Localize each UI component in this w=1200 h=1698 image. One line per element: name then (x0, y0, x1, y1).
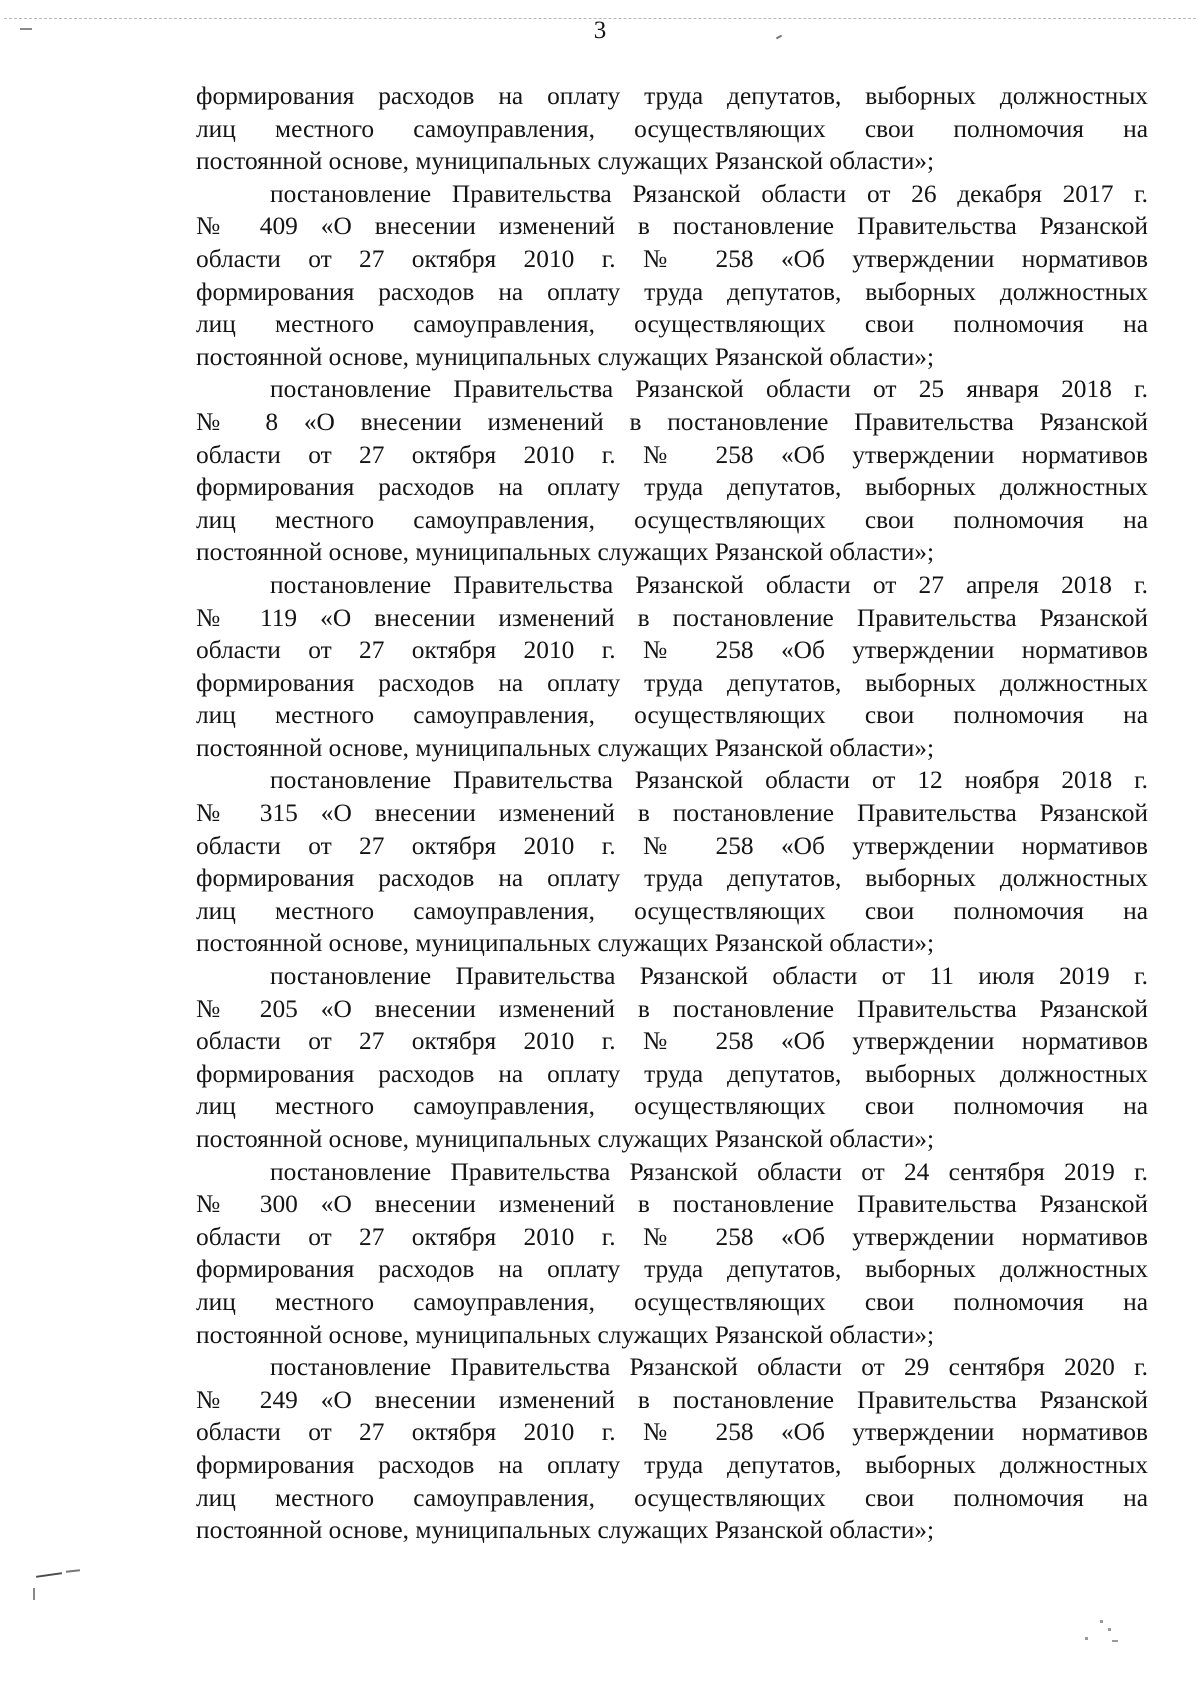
paragraph (196, 960, 1148, 1156)
paragraph (196, 569, 1148, 765)
text-line: постоянной основе, муниципальных служащих Рязанской области»; (196, 342, 935, 371)
text-line: области от 27 октября 2010 г. № 258 «Об утверждении нормативов (196, 244, 1148, 273)
document-body (196, 80, 1148, 1547)
text-line: постоянной основе, муниципальных служащих Рязанской области»; (196, 929, 935, 958)
text-line: формирования расходов на оплату труда депутатов, выборных должностных (196, 1059, 1148, 1088)
text-line: лиц местного самоуправления, осуществляющих свои полномочия на (196, 1287, 1148, 1316)
text-line: постоянной основе, муниципальных служащих Рязанской области»; (196, 733, 935, 762)
text-line: постановление Правительства Рязанской области от 29 сентября 2020 г. (270, 1353, 1148, 1382)
text-line: области от 27 октября 2010 г. № 258 «Об утверждении нормативов (196, 831, 1148, 860)
text-line: лиц местного самоуправления, осуществляющих свои полномочия на (196, 896, 1148, 925)
text-line: области от 27 октября 2010 г. № 258 «Об утверждении нормативов (196, 440, 1148, 469)
text-line: № 249 «О внесении изменений в постановление Правительства Рязанской (196, 1385, 1148, 1414)
text-line: области от 27 октября 2010 г. № 258 «Об утверждении нормативов (196, 1418, 1148, 1447)
text-line: постановление Правительства Рязанской области от 12 ноября 2018 г. (270, 766, 1148, 795)
text-line: постоянной основе, муниципальных служащих Рязанской области»; (196, 147, 935, 176)
scan-speck (1100, 1620, 1103, 1623)
text-line: лиц местного самоуправления, осуществляющих свои полномочия на (196, 701, 1148, 730)
text-line: постановление Правительства Рязанской области от 26 декабря 2017 г. (270, 179, 1148, 208)
text-line: формирования расходов на оплату труда депутатов, выборных должностных (196, 668, 1148, 697)
text-line: постоянной основе, муниципальных служащих Рязанской области»; (196, 1125, 935, 1153)
text-line: формирования расходов на оплату труда депутатов, выборных должностных (196, 277, 1148, 306)
text-line: формирования расходов на оплату труда депутатов, выборных должностных (196, 82, 1148, 110)
text-line: № 409 «О внесении изменений в постановление Правительства Рязанской (196, 212, 1148, 241)
text-line: № 119 «О внесении изменений в постановление Правительства Рязанской (196, 603, 1148, 632)
scan-speck (66, 1569, 80, 1572)
paragraph (196, 1156, 1148, 1352)
text-line: формирования расходов на оплату труда депутатов, выборных должностных (196, 1255, 1148, 1284)
text-line: постановление Правительства Рязанской области от 27 апреля 2018 г. (270, 570, 1148, 599)
text-line: постановление Правительства Рязанской области от 11 июля 2019 г. (270, 962, 1148, 991)
paragraph (196, 80, 1148, 178)
text-line: формирования расходов на оплату труда депутатов, выборных должностных (196, 864, 1148, 893)
scan-speck (36, 1572, 62, 1578)
text-line: № 315 «О внесении изменений в постановление Правительства Рязанской (196, 799, 1148, 828)
scan-speck (1108, 1628, 1111, 1631)
text-line: области от 27 октября 2010 г. № 258 «Об утверждении нормативов (196, 636, 1148, 665)
text-line: формирования расходов на оплату труда депутатов, выборных должностных (196, 473, 1148, 502)
text-line: лиц местного самоуправления, осуществляющих свои полномочия на (196, 1483, 1148, 1512)
text-line: постановление Правительства Рязанской области от 24 сентября 2019 г. (270, 1157, 1148, 1186)
scan-speck (1085, 1637, 1088, 1640)
text-line: формирования расходов на оплату труда депутатов, выборных должностных (196, 1450, 1148, 1479)
text-line: № 205 «О внесении изменений в постановление Правительства Рязанской (196, 994, 1148, 1023)
text-line: лиц местного самоуправления, осуществляющих свои полномочия на (196, 114, 1148, 143)
page-number: 3 (593, 17, 607, 44)
text-line: № 8 «О внесении изменений в постановление Правительства Рязанской (196, 407, 1148, 436)
text-line: лиц местного самоуправления, осуществляющих свои полномочия на (196, 1092, 1148, 1121)
paragraph (196, 178, 1148, 374)
text-line: лиц местного самоуправления, осуществляющих свои полномочия на (196, 310, 1148, 339)
scan-speck (33, 1588, 35, 1600)
scan-speck (1112, 1640, 1118, 1642)
text-line: области от 27 октября 2010 г. № 258 «Об утверждении нормативов (196, 1222, 1148, 1251)
text-line: постоянной основе, муниципальных служащих Рязанской области»; (196, 1516, 935, 1545)
text-line: № 300 «О внесении изменений в постановление Правительства Рязанской (196, 1190, 1148, 1219)
text-line: постановление Правительства Рязанской области от 25 января 2018 г. (270, 375, 1148, 404)
text-line: постоянной основе, муниципальных служащих Рязанской области»; (196, 1320, 935, 1349)
text-line: постоянной основе, муниципальных служащих Рязанской области»; (196, 538, 935, 567)
paragraph (196, 764, 1148, 960)
text-line: области от 27 октября 2010 г. № 258 «Об утверждении нормативов (196, 1027, 1148, 1056)
paragraph (196, 373, 1148, 569)
paragraph (196, 1351, 1148, 1547)
text-line: лиц местного самоуправления, осуществляющих свои полномочия на (196, 505, 1148, 534)
